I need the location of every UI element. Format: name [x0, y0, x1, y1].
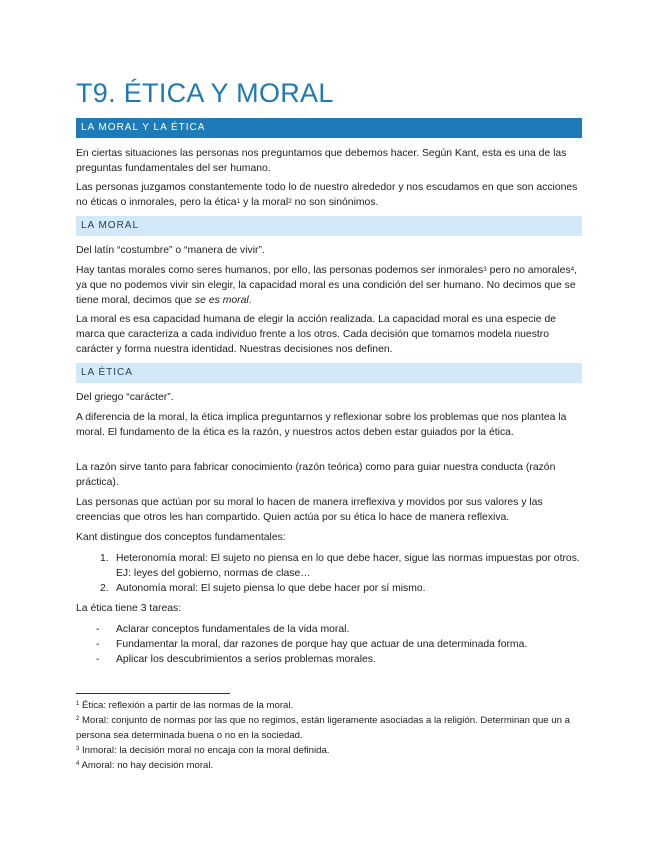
- text-span: .: [248, 295, 252, 307]
- list-item: [100, 581, 580, 596]
- footnote-number: 1: [76, 701, 80, 707]
- footnote-text: Inmoral: la decisión moral no encaja con la moral definida.: [79, 745, 330, 756]
- emphasis-text: se es moral: [194, 295, 249, 307]
- paragraph-intro-1: En ciertas situaciones las personas nos preguntamos que debemos hacer. Según Kant, esta es una de las preguntas fundamentales del ser humano.: [76, 148, 567, 175]
- paragraph-moral-2: [76, 263, 586, 309]
- section-heading-etica: LA ÉTICA: [76, 363, 582, 383]
- footnote-ref: 1: [236, 198, 241, 206]
- paragraph-moral-3: La moral es esa capacidad humana de elegir la acción realizada. La capacidad moral es una especie de marca que caracteriza a cada individuo frente a los otros. Cada decisión que tomamos modela nuestro carácter y forma nuestra identidad. Nuestras decisiones nos definen.: [76, 314, 557, 356]
- ethics-tasks-list: [96, 622, 576, 668]
- paragraph-etica-2: A diferencia de la moral, la ética implica preguntarnos y reflexionar sobre los problemas que nos plantea la moral. El fundamento de la ética es la razón, y nuestros actos deben estar guiados por la ética.: [76, 412, 567, 439]
- paragraph-etica-6: La ética tiene 3 tareas:: [76, 603, 182, 614]
- list-bullet: -: [96, 654, 100, 666]
- list-item-text: Heteronomía moral: El sujeto no piensa en lo que debe hacer, sigue las normas impuestas por otros. EJ: leyes del gobierno, normas de clase…: [116, 553, 580, 580]
- list-item: [96, 652, 576, 667]
- text-span: , ya que no podemos vivir sin elegir, la capacidad moral es una condición del ser humano. No decimos que se tiene moral, decimos que: [76, 265, 578, 307]
- paragraph-etica-1: Del griego “carácter”.: [76, 392, 174, 403]
- paragraph-etica-3: La razón sirve tanto para fabricar conocimiento (razón teórica) como para guiar nuestra conducta (razón práctica).: [76, 462, 556, 489]
- list-bullet: -: [96, 639, 100, 651]
- list-item: [96, 637, 576, 652]
- list-item: [96, 622, 576, 637]
- footnote-text: Moral: conjunto de normas por las que no regimos, están ligeramente asociadas a la religión. Determinan que un a persona sea determinada buena o no en la sociedad.: [76, 715, 570, 741]
- paragraph-intro-2: [76, 180, 586, 210]
- text-span: y la moral: [240, 197, 289, 209]
- list-item-text: Fundamentar la moral, dar razones de porque hay que actuar de una determinada forma.: [116, 639, 528, 651]
- footnote-1: [76, 698, 576, 713]
- paragraph-etica-4: Las personas que actúan por su moral lo hacen de manera irreflexiva y movidos por sus valores y las creencias que otros les han compartido. Quien actúa por su ética lo hace de manera reflexiva.: [76, 497, 543, 524]
- paragraph-moral-1: Del latín “costumbre” o “manera de vivir”.: [76, 245, 265, 256]
- list-bullet: -: [96, 624, 100, 635]
- footnote-text: Amoral: no hay decisión moral.: [79, 760, 214, 771]
- footnote-number: 3: [76, 746, 80, 752]
- list-item-text: Aplicar los descubrimientos a serios problemas morales.: [116, 654, 376, 666]
- list-number: 1.: [100, 553, 109, 564]
- footnote-3: [76, 743, 576, 758]
- footnote-ref: 3: [483, 266, 487, 273]
- footnote-ref: 4: [570, 266, 575, 273]
- footnote-ref: 2: [288, 198, 292, 206]
- page-title: T9. ÉTICA Y MORAL: [76, 78, 334, 108]
- footnote-4: [76, 758, 576, 773]
- text-span: no son sinónimos.: [291, 197, 379, 209]
- section-heading-moral: LA MORAL: [76, 216, 582, 236]
- list-item-text: Aclarar conceptos fundamentales de la vida moral.: [116, 624, 350, 635]
- section-heading-moral-y-etica: LA MORAL Y LA ÉTICA: [76, 118, 582, 138]
- kant-concepts-list: [100, 551, 580, 597]
- list-item: [100, 551, 580, 581]
- footnote-text: Ética: reflexión a partir de las normas de la moral.: [79, 700, 294, 711]
- footnote-number: 4: [76, 761, 80, 767]
- footnote-divider: [76, 693, 230, 694]
- list-number: 2.: [100, 583, 109, 595]
- text-span: pero no amorales: [486, 265, 571, 276]
- footnote-number: 2: [76, 716, 80, 722]
- list-item-text: Autonomía moral: El sujeto piensa lo que debe hacer por sí mismo.: [116, 583, 426, 595]
- paragraph-etica-5: Kant distingue dos conceptos fundamentales:: [76, 532, 286, 543]
- text-span: Hay tantas morales como seres humanos, por ello, las personas podemos ser inmorales: [76, 265, 484, 276]
- text-span: Las personas juzgamos constantemente todo lo de nuestro alrededor y nos escudamos en que son acciones no éticas o inmorales, pero la ética: [76, 182, 578, 209]
- footnote-2: [76, 713, 576, 743]
